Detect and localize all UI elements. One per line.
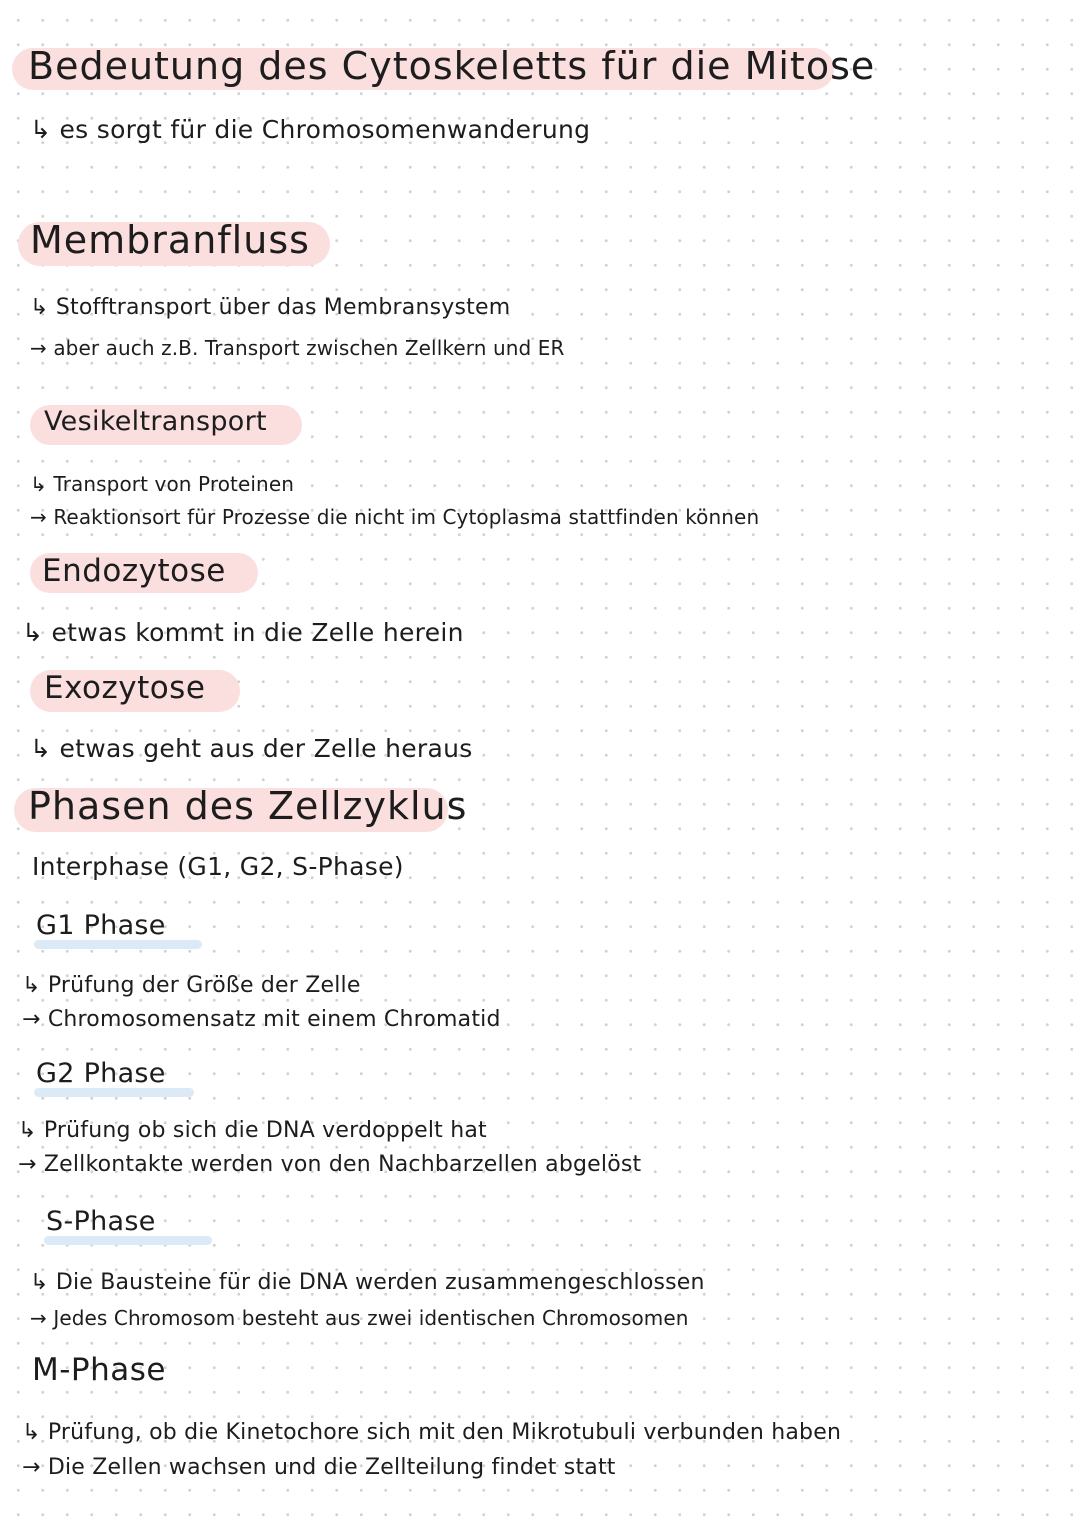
note-line: → Chromosomensatz mit einem Chromatid — [22, 1007, 501, 1032]
heading-exozytose: Exozytose — [44, 670, 206, 706]
note-line: ↳ Transport von Proteinen — [30, 472, 295, 496]
heading-zellzyklus: Phasen des Zellzyklus — [28, 784, 468, 828]
note-line: → Jedes Chromosom besteht aus zwei identischen Chromosomen — [30, 1306, 689, 1330]
note-line: ↳ es sorgt für die Chromosomenwanderung — [30, 115, 591, 144]
heading-cytoskelett: Bedeutung des Cytoskeletts für die Mitose — [28, 44, 876, 88]
heading-g1-phase: G1 Phase — [36, 910, 166, 941]
subheading-underline — [34, 1088, 194, 1097]
heading-vesikeltransport: Vesikeltransport — [44, 406, 267, 437]
note-line: → Zellkontakte werden von den Nachbarzellen abgelöst — [18, 1152, 642, 1177]
note-line: → Reaktionsort für Prozesse die nicht im Cytoplasma stattfinden können — [30, 505, 760, 529]
note-line: ↳ Prüfung ob sich die DNA verdoppelt hat — [18, 1118, 487, 1143]
note-line: ↳ Die Bausteine für die DNA werden zusammengeschlossen — [30, 1270, 705, 1295]
heading-g2-phase: G2 Phase — [36, 1058, 166, 1089]
note-line: ↳ Prüfung der Größe der Zelle — [22, 973, 361, 998]
interphase-line: Interphase (G1, G2, S-Phase) — [32, 852, 404, 881]
subheading-underline — [44, 1236, 212, 1245]
heading-s-phase: S-Phase — [46, 1206, 156, 1237]
note-line: ↳ Prüfung, ob die Kinetochore sich mit den Mikrotubuli verbunden haben — [22, 1420, 842, 1445]
note-line: → Die Zellen wachsen und die Zellteilung findet statt — [22, 1455, 616, 1480]
subheading-underline — [34, 940, 202, 949]
heading-m-phase: M-Phase — [32, 1352, 166, 1388]
note-line: ↳ Stofftransport über das Membransystem — [30, 295, 511, 320]
note-line: ↳ etwas geht aus der Zelle heraus — [30, 734, 473, 763]
note-line: ↳ etwas kommt in die Zelle herein — [22, 618, 464, 647]
heading-membranfluss: Membranfluss — [30, 218, 310, 262]
note-line: → aber auch z.B. Transport zwischen Zellkern und ER — [30, 336, 565, 360]
heading-endozytose: Endozytose — [42, 553, 226, 589]
